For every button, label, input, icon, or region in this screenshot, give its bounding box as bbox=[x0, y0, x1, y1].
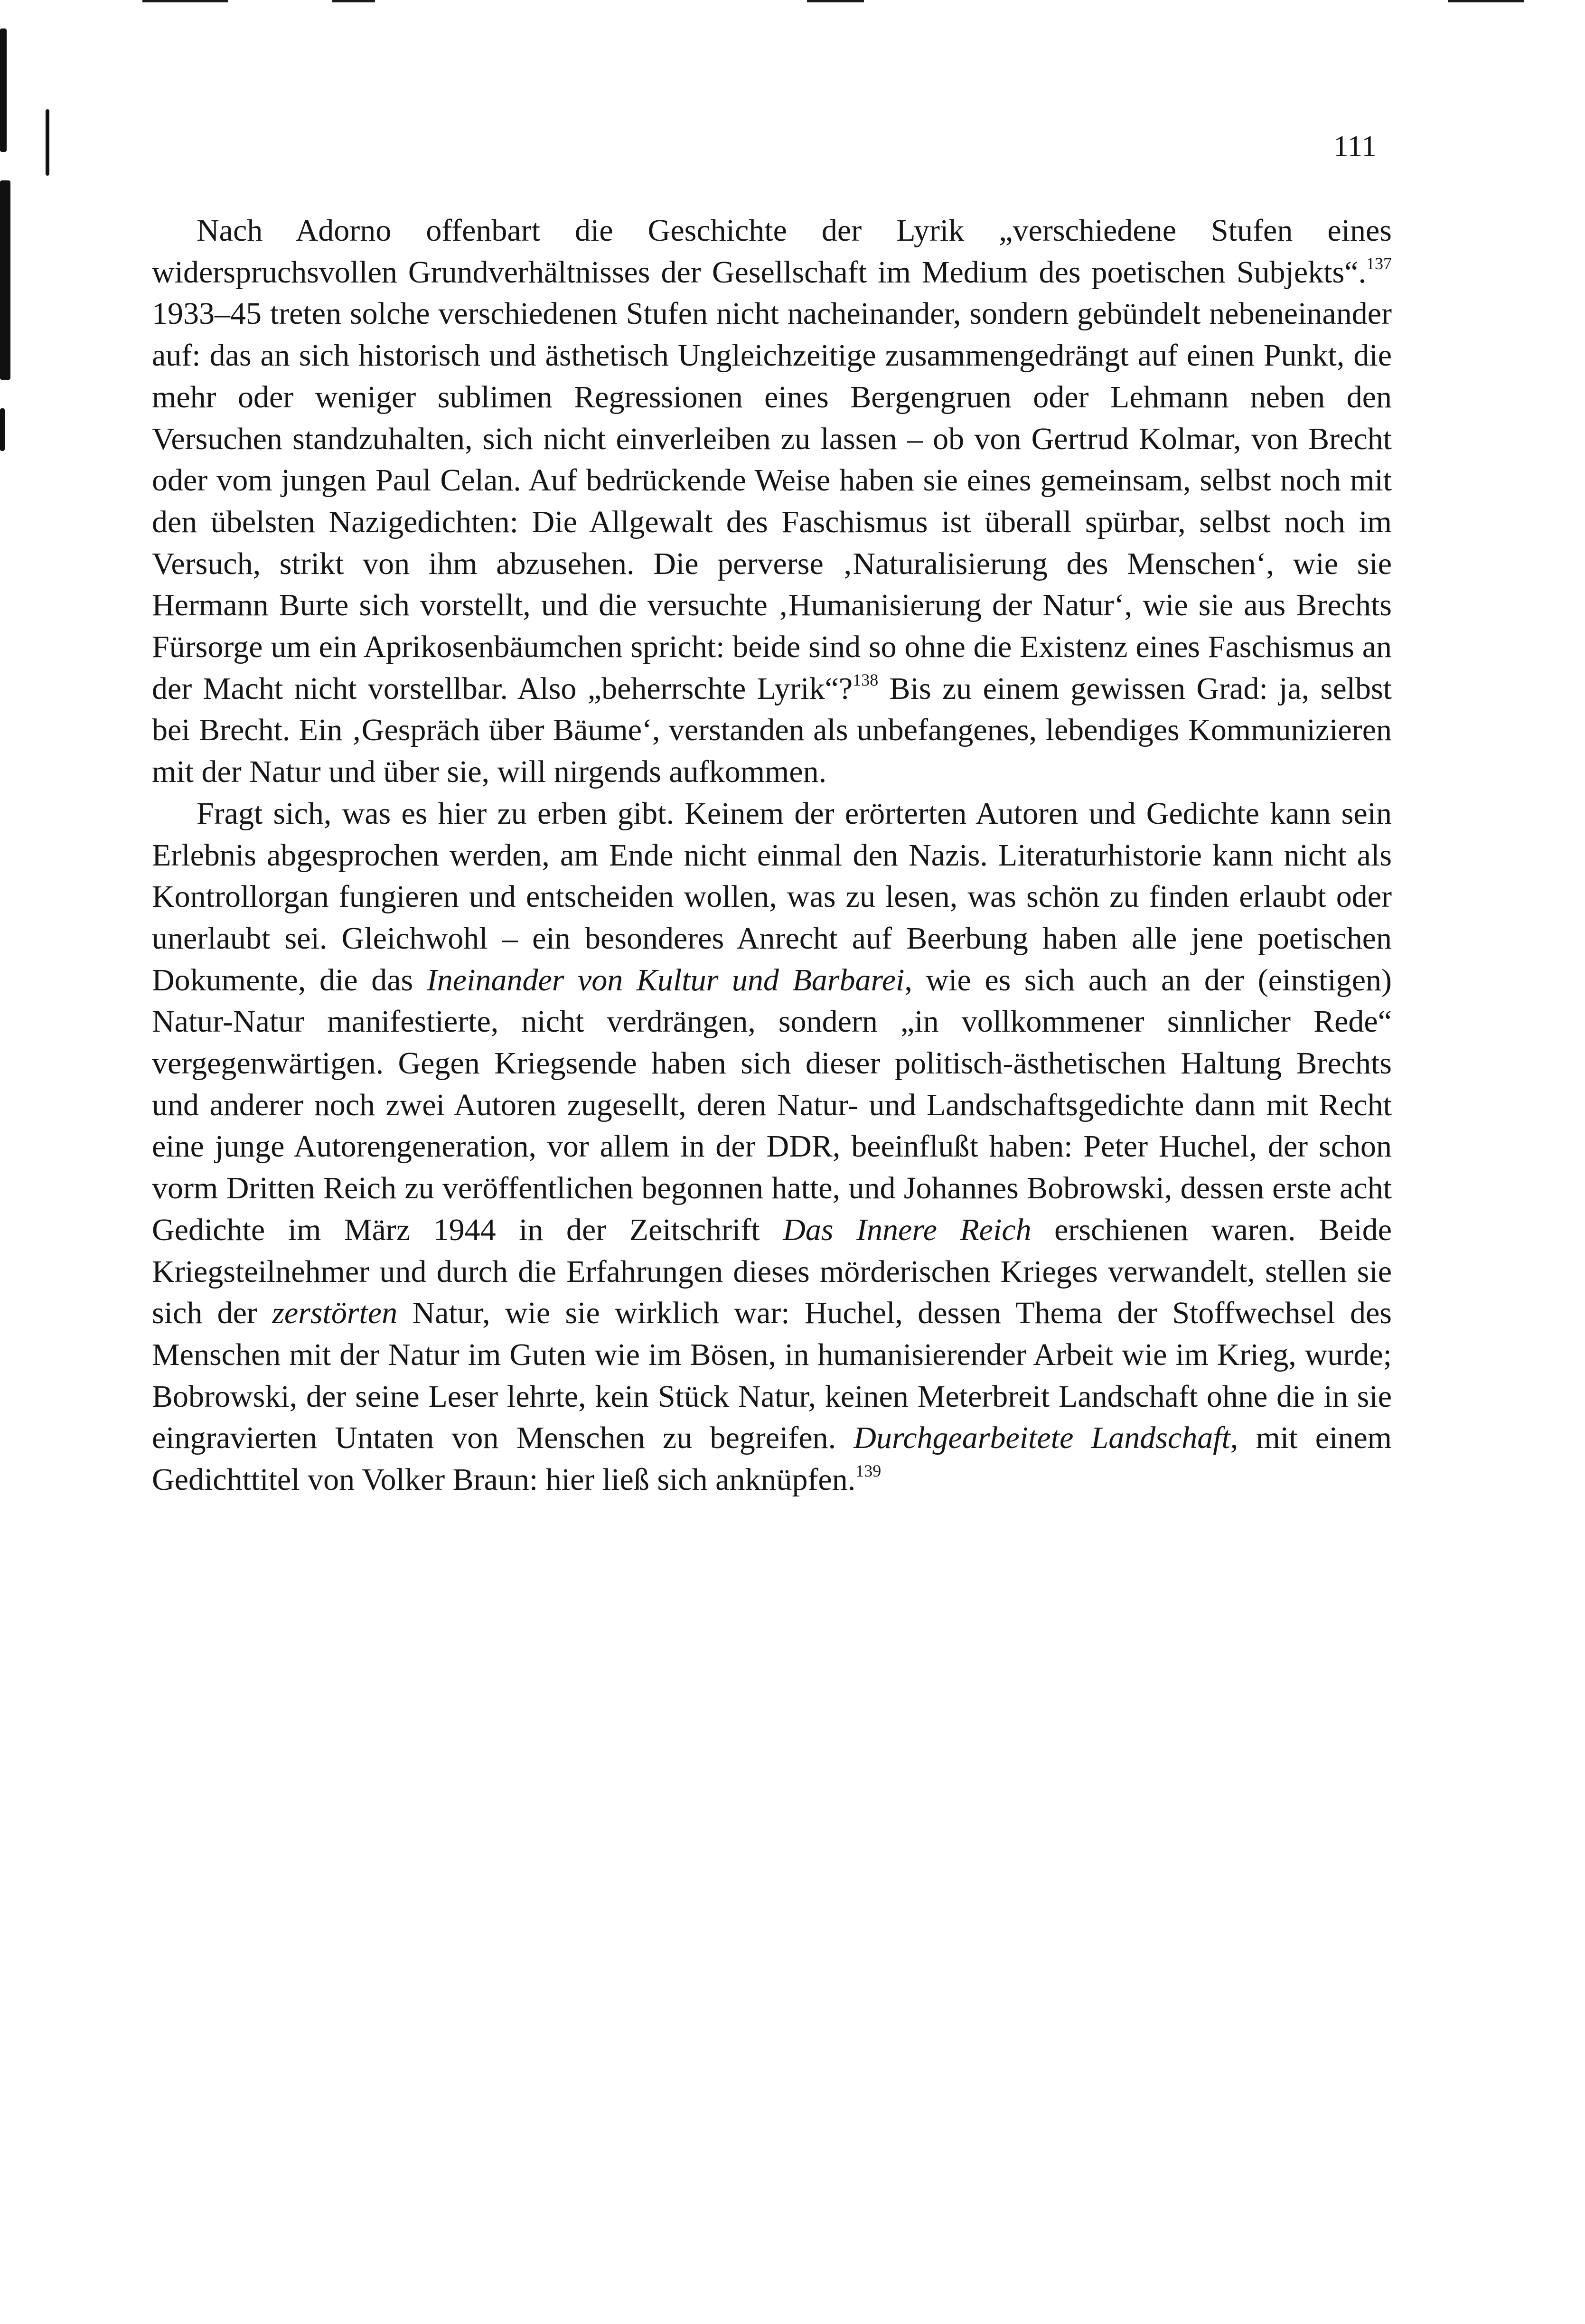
page-number: 111 bbox=[1333, 129, 1377, 163]
scan-edge-artifact bbox=[0, 28, 7, 152]
scan-edge-artifact bbox=[0, 408, 5, 451]
emphasized-text: Durchgearbeitete Landschaft bbox=[853, 1421, 1230, 1456]
text-run: Natur, wie sie wirklich war: Huchel, dessen Thema der Stoffwechsel des Menschen mit der Natur im Guten wie im Bösen, in humanisierender Arbeit wie im Krieg, wurde; Bobrowski, der seine Leser lehrte, kein Stück Natur, keinen Meterbreit Landschaft ohne die in sie eingravierten Untaten von Menschen zu begreifen. bbox=[152, 1296, 1392, 1456]
text-run: Bis zu einem gewissen Grad: ja, selbst bei Brecht. Ein ‚Gespräch über Bäume‘, verstanden als unbefangenes, lebendiges Kommunizieren mit der Natur und über sie, will nirgends aufkommen. bbox=[152, 671, 1392, 790]
emphasized-text: Ineinander von Kultur und Barbarei bbox=[426, 962, 905, 997]
paragraph bbox=[152, 210, 1392, 793]
scan-edge-artifact bbox=[1448, 0, 1524, 2]
text-run: , wie es sich auch an der (einstigen) Natur-Natur manifestierte, nicht verdrängen, sondern „in vollkommener sinnlicher Rede“ vergegenwärtigen. Gegen Kriegsende haben sich dieser politisch-ästhetischen Haltung Brechts und anderer noch zwei Autoren zugesellt, deren Natur- und Landschaftsgedichte dann mit Recht eine junge Autorengeneration, vor allem in der DDR, beeinflußt haben: Peter Huchel, der schon vorm Dritten Reich zu veröffentlichen begonnen hatte, und Johannes Bobrowski, dessen erste acht Gedichte im März 1944 in der Zeitschrift bbox=[152, 962, 1392, 1247]
text-run: Nach Adorno offenbart die Geschichte der Lyrik „verschiedene Stufen eines widerspruchsvollen Grundverhältnisses der Gesellschaft im Medium des poetischen Subjekts“. bbox=[152, 213, 1392, 290]
text-run: erschienen waren. Beide Kriegsteilnehmer und durch die Erfahrungen dieses mörderischen Krieges verwandelt, stellen sie sich der bbox=[152, 1212, 1392, 1331]
scan-edge-artifact bbox=[332, 0, 375, 2]
footnote-marker: 138 bbox=[853, 670, 879, 689]
emphasized-text: zerstörten bbox=[272, 1296, 398, 1331]
scan-edge-artifact bbox=[0, 180, 10, 380]
scan-edge-artifact bbox=[142, 0, 228, 2]
scan-edge-artifact bbox=[46, 109, 49, 176]
body-text bbox=[152, 210, 1392, 1501]
emphasized-text: Das Innere Reich bbox=[783, 1212, 1032, 1247]
footnote-marker: 137 bbox=[1366, 254, 1392, 273]
text-run: Fragt sich, was es hier zu erben gibt. Keinem der erörterten Autoren und Gedichte kann sein Erlebnis abgesprochen werden, am Ende nicht einmal den Nazis. Literaturhistorie kann nicht als Kontrollorgan fungieren und entscheiden wollen, was zu lesen, was schön zu finden erlaubt oder unerlaubt sei. Gleichwohl – ein besonderes Anrecht auf Beerbung haben alle jene poetischen Dokumente, die das bbox=[152, 796, 1392, 997]
text-run: , mit einem Gedichttitel von Volker Braun: hier ließ sich anknüpfen. bbox=[152, 1421, 1392, 1497]
scan-edge-artifact bbox=[807, 0, 864, 2]
footnote-marker: 139 bbox=[855, 1461, 882, 1481]
text-run: 1933–45 treten solche verschiedenen Stufen nicht nacheinander, sondern gebündelt nebeneinander auf: das an sich historisch und ästhetisch Ungleichzeitige zusammengedrängt auf einen Punkt, die mehr oder weniger sublimen Regressionen eines Bergengruen oder Lehmann neben den Versuchen standzuhalten, sich nicht einverleiben zu lassen – ob von Gertrud Kolmar, von Brecht oder vom jungen Paul Celan. Auf bedrückende Weise haben sie eines gemeinsam, selbst noch mit den übelsten Nazigedichten: Die Allgewalt des Faschismus ist überall spürbar, selbst noch im Versuch, strikt von ihm abzusehen. Die perverse ‚Naturalisierung des Menschen‘, wie sie Hermann Burte sich vorstellt, und die versuchte ‚Humanisierung der Natur‘, wie sie aus Brechts Fürsorge um ein Aprikosenbäumchen spricht: beide sind so ohne die Existenz eines Faschismus an der Macht nicht vorstellbar. Also „beherrschte Lyrik“? bbox=[152, 296, 1392, 706]
paragraph bbox=[152, 793, 1392, 1501]
